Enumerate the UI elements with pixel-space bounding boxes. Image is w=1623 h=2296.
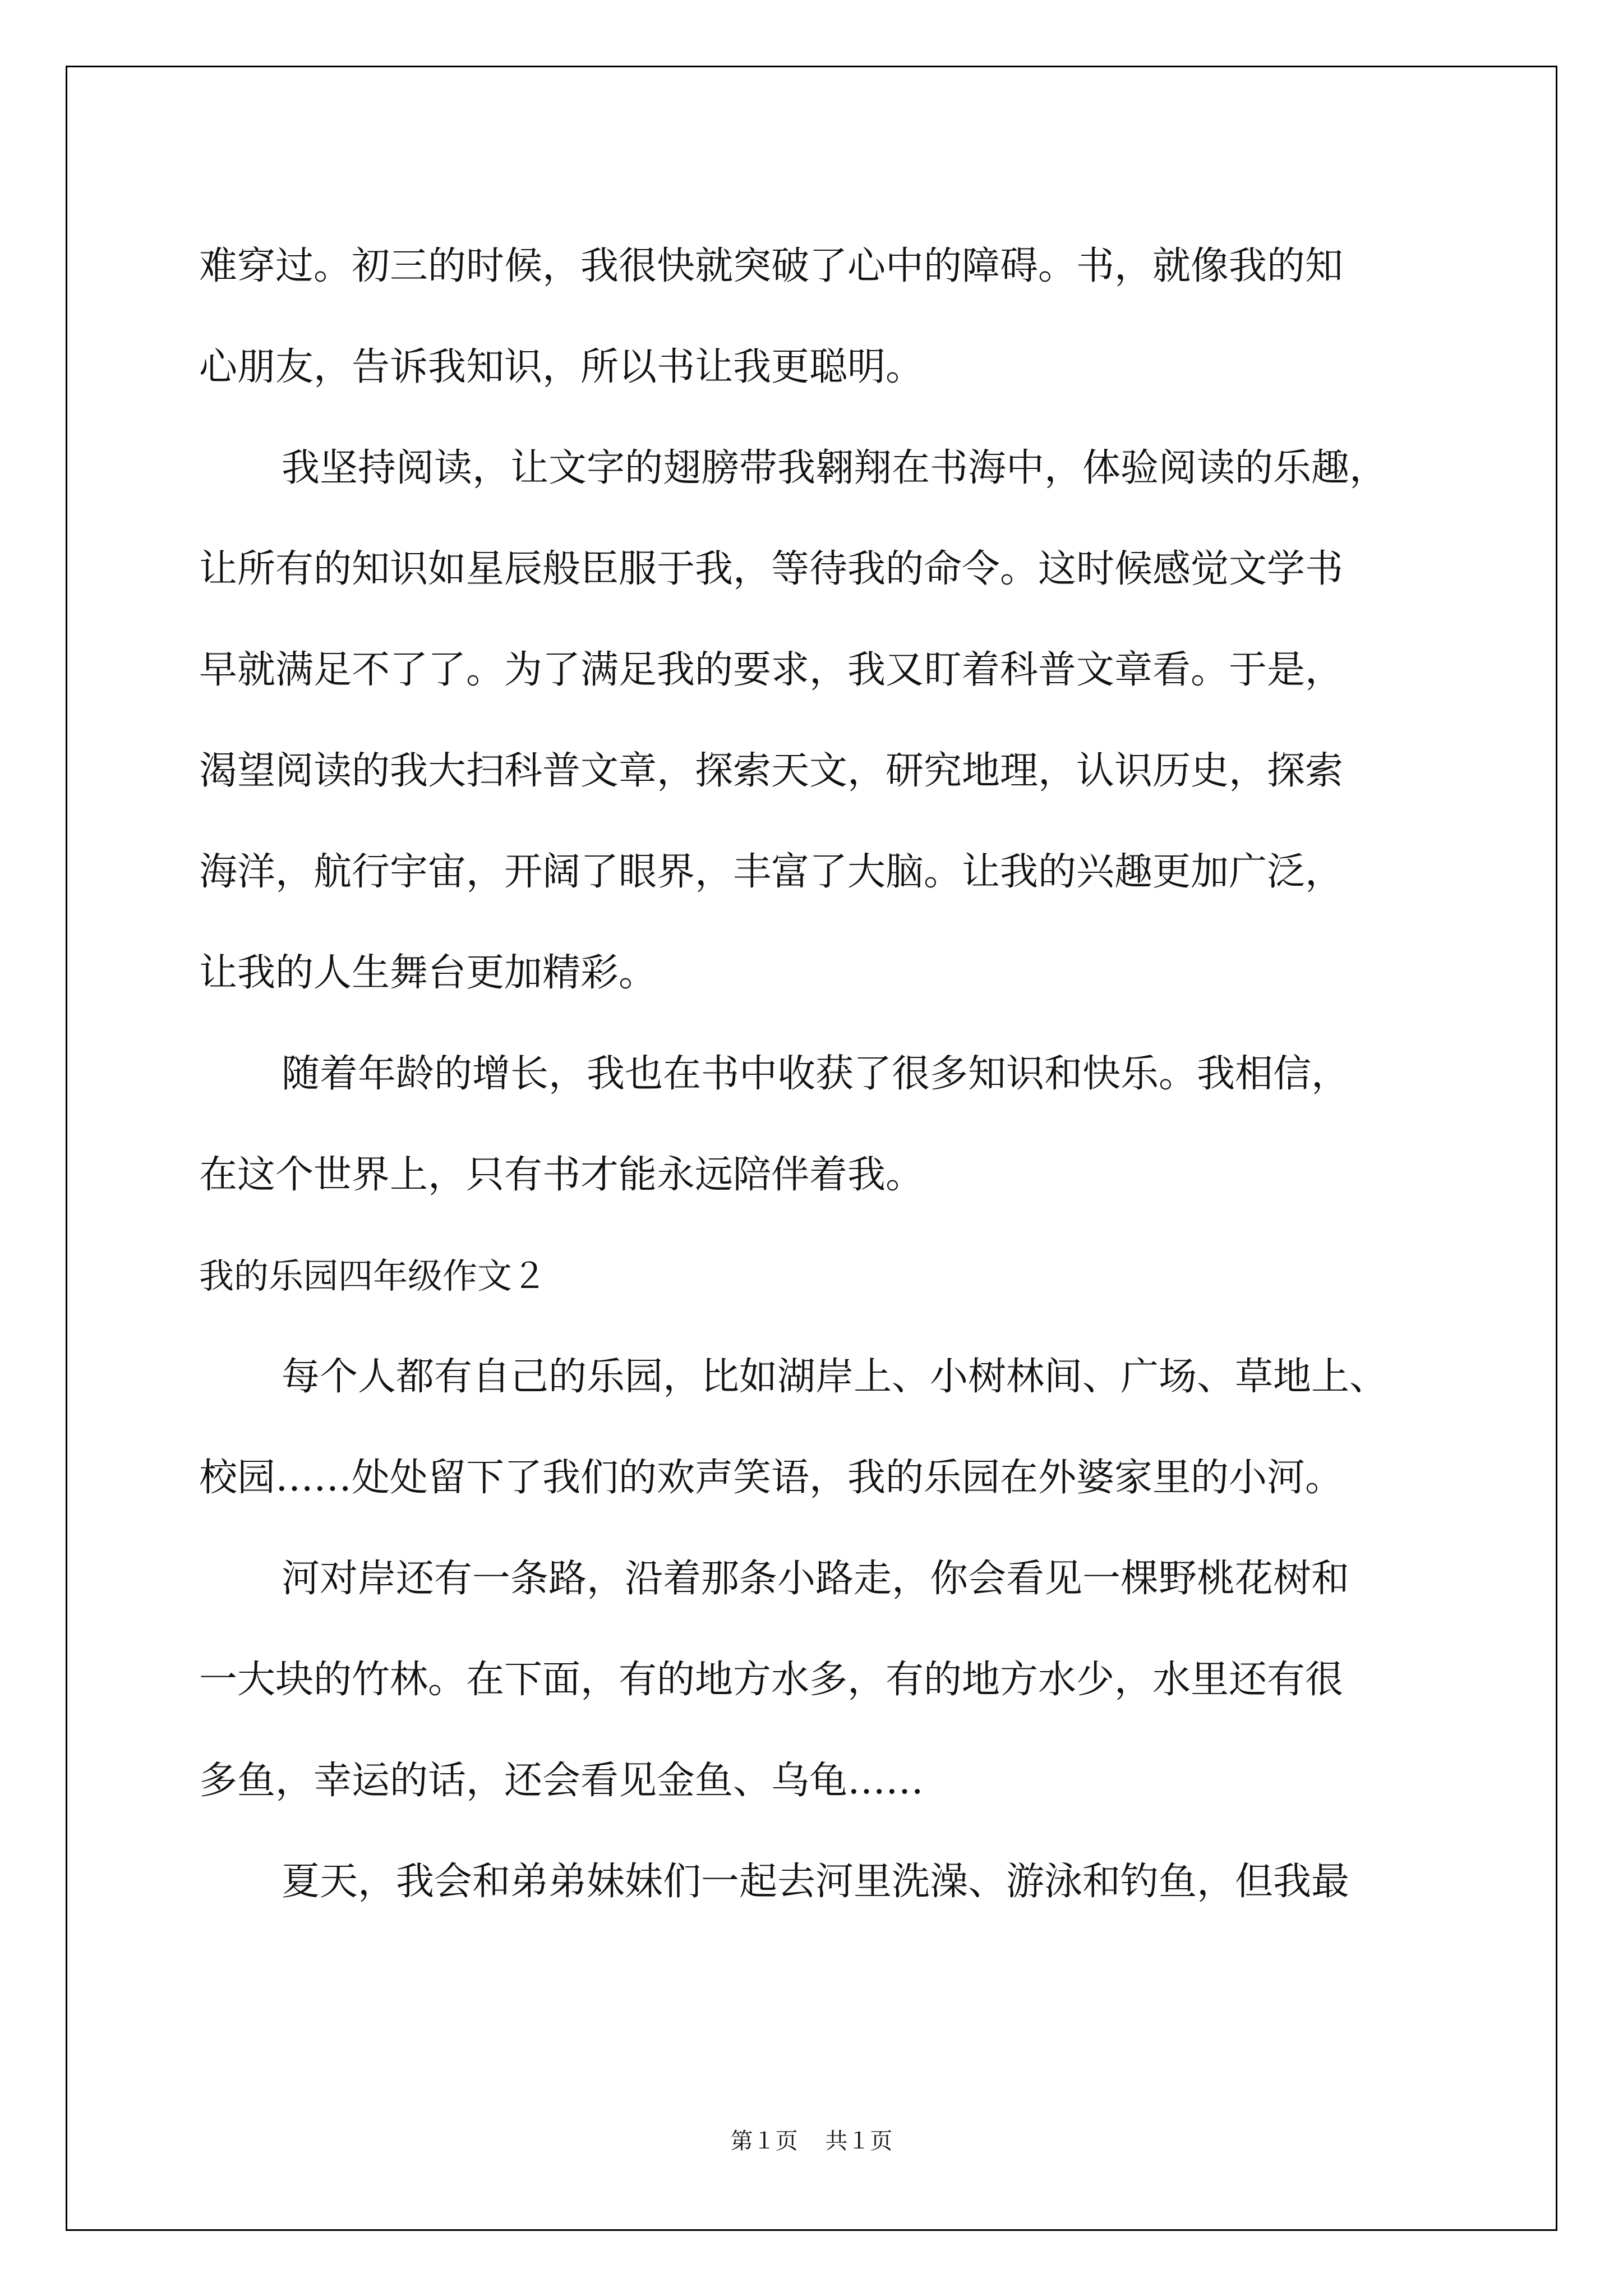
text-line: 让所有的知识如星辰般臣服于我，等待我的命令。这时候感觉文学书 — [199, 547, 1344, 591]
document-body — [199, 216, 1489, 1932]
text-line: 一大块的竹林。在下面，有的地方水多，有的地方水少，水里还有很 — [199, 1658, 1344, 1702]
text-line: 夏天，我会和弟弟妹妹们一起去河里洗澡、游泳和钓鱼，但我最 — [282, 1860, 1350, 1904]
section-heading: 我的乐园四年级作文２ — [199, 1255, 547, 1296]
text-line: 我坚持阅读，让文字的翅膀带我翱翔在书海中，体验阅读的乐趣， — [282, 446, 1388, 490]
text-line: 每个人都有自己的乐园，比如湖岸上、小树林间、广场、草地上、 — [282, 1355, 1388, 1399]
text-line: 多鱼，幸运的话，还会看见金鱼、乌龟…… — [199, 1759, 924, 1803]
page-number-current: 第１页 — [730, 2128, 798, 2154]
text-line: 难穿过。初三的时候，我很快就突破了心中的障碍。书，就像我的知 — [199, 244, 1344, 288]
text-line: 河对岸还有一条路，沿着那条小路走，你会看见一棵野桃花树和 — [282, 1557, 1350, 1601]
text-line: 海洋，航行宇宙，开阔了眼界，丰富了大脑。让我的兴趣更加广泛， — [199, 850, 1344, 894]
text-line: 心朋友，告诉我知识，所以书让我更聪明。 — [199, 345, 924, 389]
text-line: 在这个世界上，只有书才能永远陪伴着我。 — [199, 1153, 924, 1197]
text-line: 随着年龄的增长，我也在书中收获了很多知识和快乐。我相信， — [282, 1052, 1350, 1096]
text-line: 校园……处处留下了我们的欢声笑语，我的乐园在外婆家里的小河。 — [199, 1456, 1344, 1500]
text-line: 让我的人生舞台更加精彩。 — [199, 951, 657, 995]
page-number-total: 共１页 — [825, 2128, 893, 2154]
text-line: 渴望阅读的我大扫科普文章，探索天文，研究地理，认识历史，探索 — [199, 749, 1344, 793]
text-line: 早就满足不了了。为了满足我的要求，我又盯着科普文章看。于是， — [199, 648, 1344, 692]
page-footer — [0, 2123, 1623, 2155]
